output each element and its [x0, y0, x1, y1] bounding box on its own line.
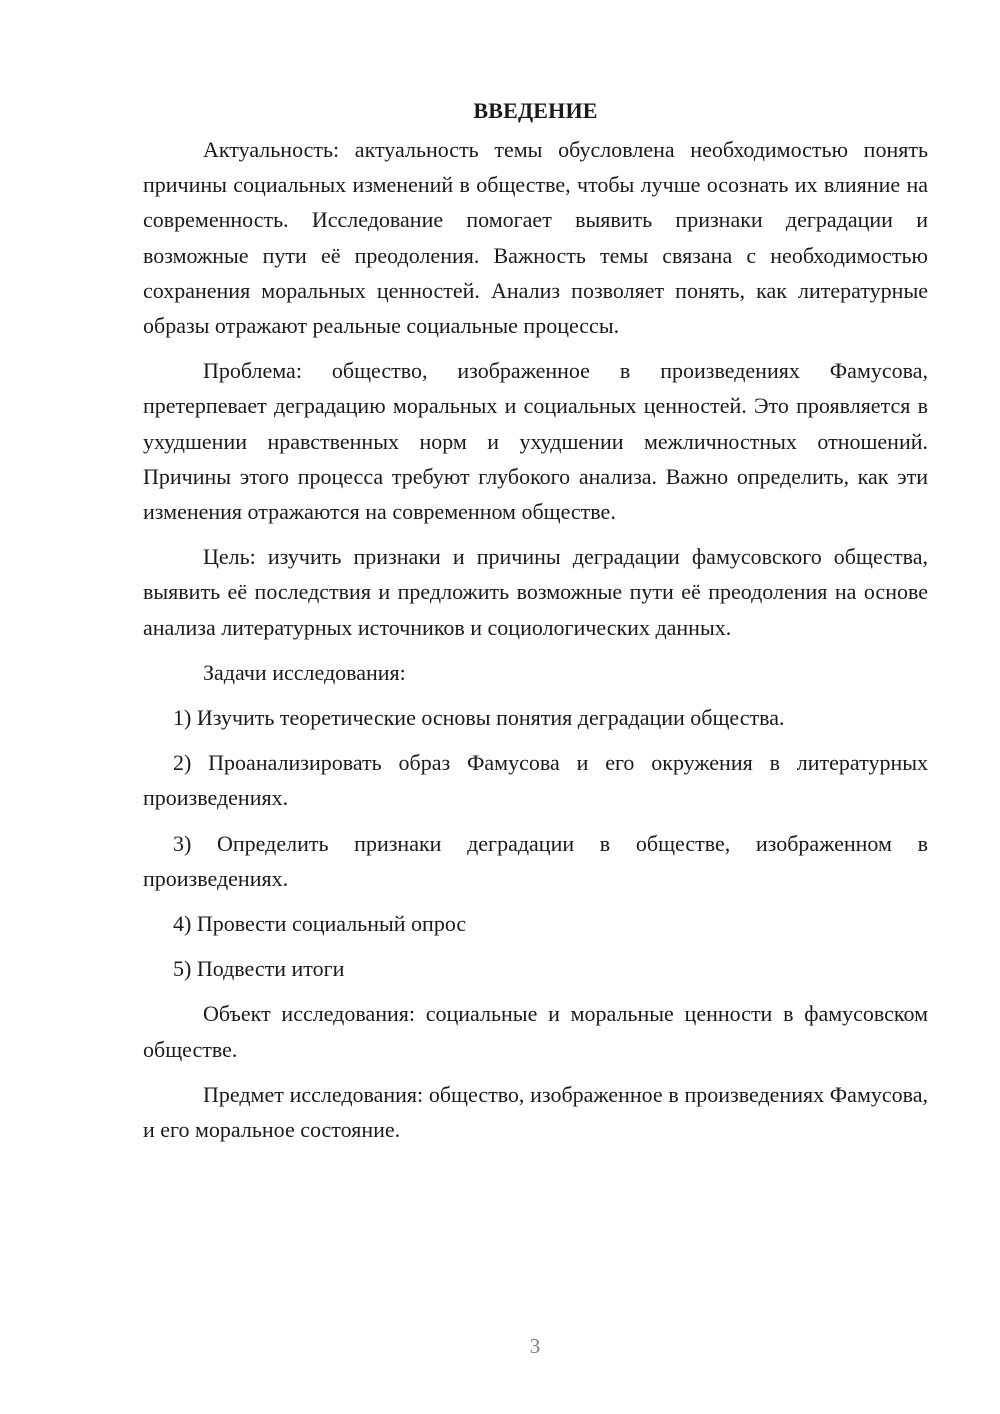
paragraph-goal: Цель: изучить признаки и причины деградации фамусовского общества, выявить её последствия и предложить возможные пути её преодоления на основе анализа литературных источников и социологических данных.	[143, 544, 928, 640]
task-item-4: 4) Провести социальный опрос	[173, 911, 467, 937]
page-title: ВВЕДЕНИЕ	[473, 98, 598, 123]
tasks-heading: Задачи исследования:	[203, 659, 406, 685]
paragraph-relevance: Актуальность: актуальность темы обусловлена необходимостью понять причины социальных изменений в обществе, чтобы лучше осознать их влияние на современность. Исследование помогает выявить признаки деградации и возможные пути её преодоления. Важность темы связана с необходимостью сохранения моральных ценностей. Анализ позволяет понять, как литературные образы отражают реальные социальные процессы.	[143, 137, 928, 339]
paragraph-problem: Проблема: общество, изображенное в произведениях Фамусова, претерпевает деградацию моральных и социальных ценностей. Это проявляется в ухудшении нравственных норм и ухудшении межличностных отношений. Причины этого процесса требуют глубокого анализа. Важно определить, как эти изменения отражаются на современном обществе.	[143, 358, 928, 525]
task-item-1: 1) Изучить теоретические основы понятия деградации общества.	[173, 705, 785, 731]
paragraph-subject: Предмет исследования: общество, изображенное в произведениях Фамусова, и его моральное состояние.	[143, 1081, 928, 1143]
task-item-5: 5) Подвести итоги	[173, 956, 345, 982]
task-item-2: 2) Проанализировать образ Фамусова и его окружения в литературных произведениях.	[143, 750, 928, 811]
page-number: 3	[529, 1334, 541, 1358]
document-page	[143, 96, 928, 1157]
task-item-3: 3) Определить признаки деградации в обществе, изображенном в произведениях.	[143, 830, 928, 891]
paragraph-object: Объект исследования: социальные и моральные ценности в фамусовском обществе.	[143, 1001, 928, 1062]
